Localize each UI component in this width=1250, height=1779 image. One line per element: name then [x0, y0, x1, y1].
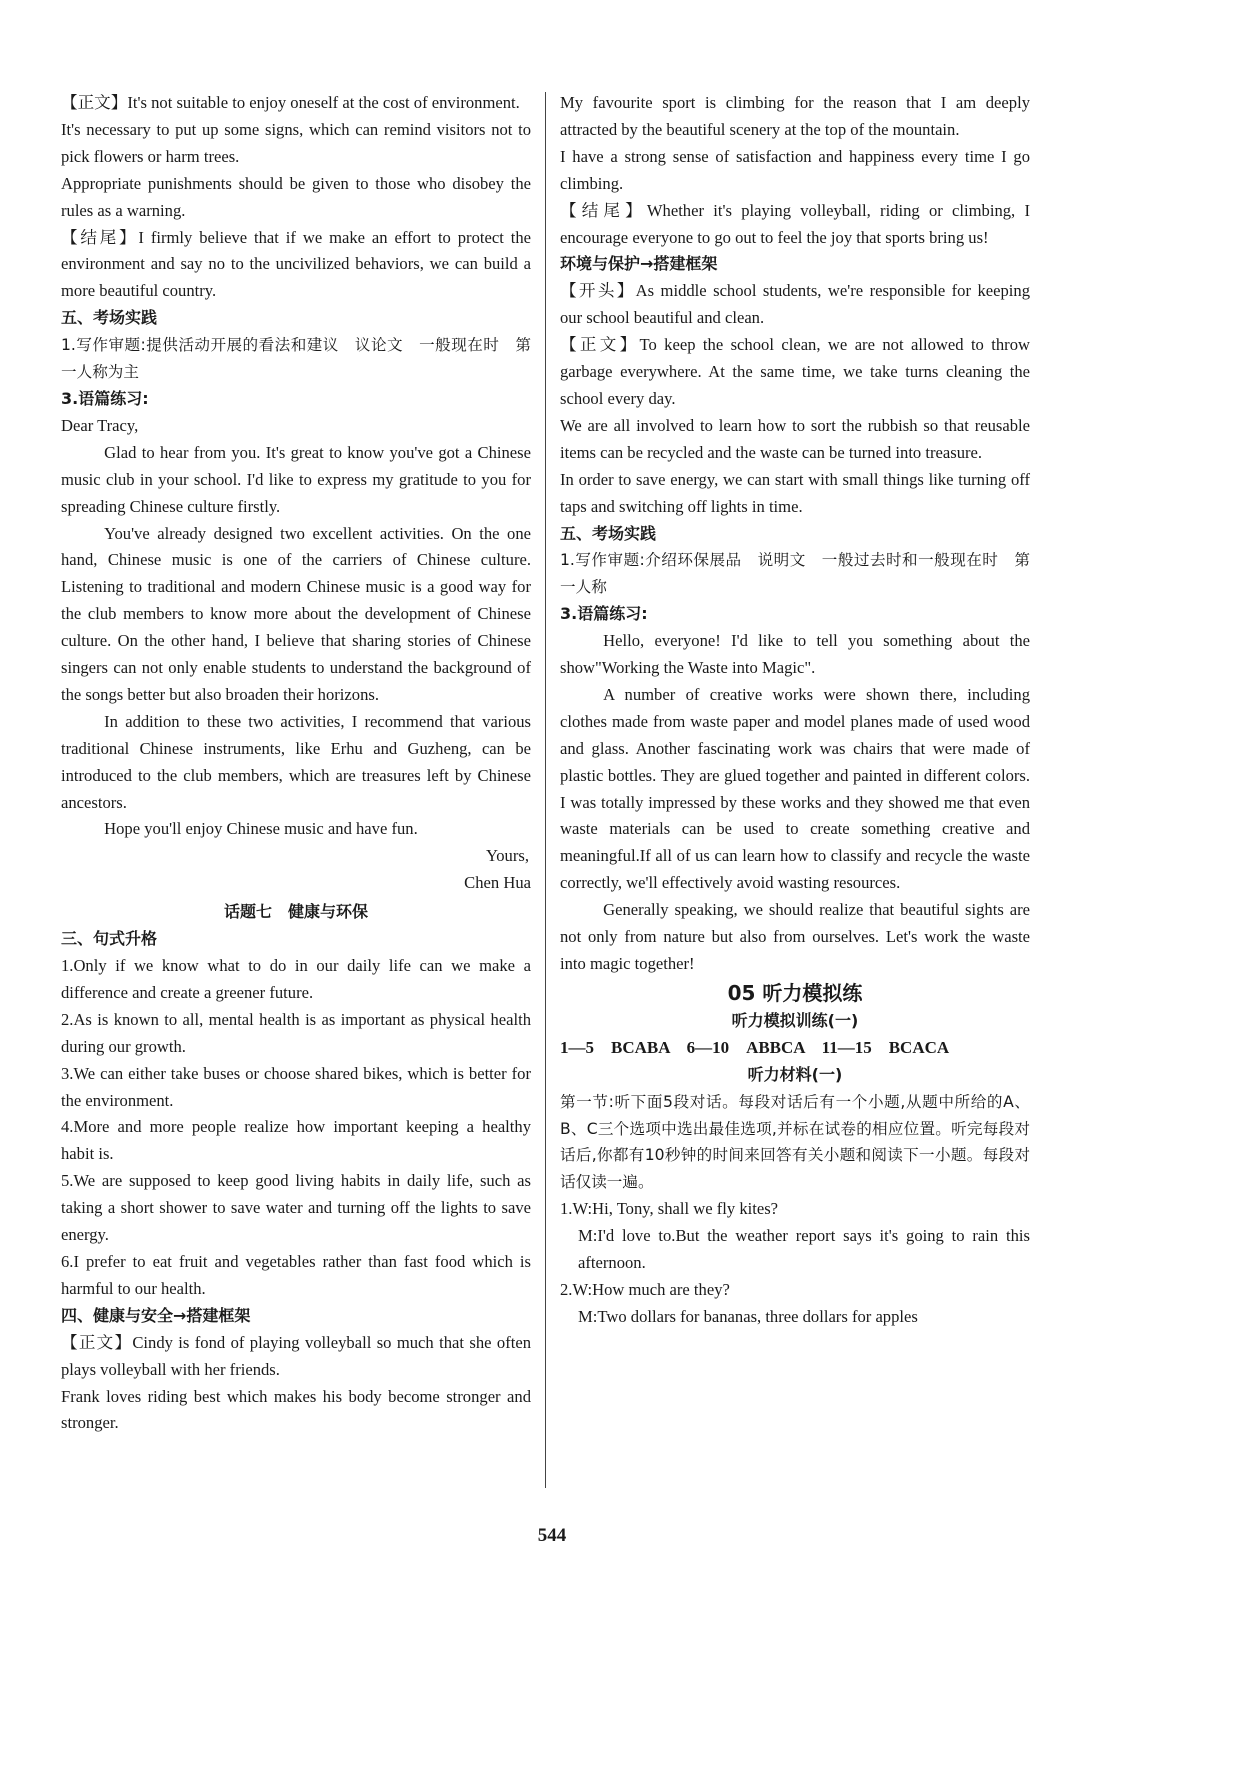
speech-paragraph: Generally speaking, we should realize that beautiful sights are not only from nature but also from ourselves. Let's work the waste into magic together!	[560, 900, 1030, 973]
letter-paragraph: You've already designed two excellent activities. On the one hand, Chinese music is one of the carriers of Chinese culture. Listening to traditional and modern Chinese music is a good way for the club members to know more about the development of Chinese culture. On the other hand, I believe that sharing stories of Chinese singers can not only enable students to understand the background of the songs better but also broaden their horizons.	[61, 523, 531, 704]
practice-heading: 3.语篇练习:	[560, 604, 648, 624]
practice-heading: 3.语篇练习:	[61, 388, 149, 408]
body-text: In order to save energy, we can start with small things like turning off taps and switching off lights in time.	[560, 469, 1030, 516]
letter-closing: Yours,	[485, 846, 529, 866]
body-text: 【结尾】I firmly believe that if we make an effort to protect the environment and say no to the uncivilized behaviors, we can build a more beautiful country.	[61, 227, 531, 301]
body-text: 【开头】As middle school students, we're responsible for keeping our school beautiful and clean.	[560, 281, 1030, 328]
sentence-item: 5.We are supposed to keep good living habits in daily life, such as taking a short shower to save water and turning off the lights to save energy.	[61, 1171, 531, 1245]
body-text: We are all involved to learn how to sort the rubbish so that reusable items can be recycled and the waste can be turned into treasure.	[560, 415, 1030, 462]
dialogue-line: 1.W:Hi, Tony, shall we fly kites?	[560, 1199, 779, 1219]
body-text: 【结尾】Whether it's playing volleyball, riding or climbing, I encourage everyone to go out to feel the joy that sports bring us!	[560, 200, 1030, 247]
letter-paragraph: Hope you'll enjoy Chinese music and have fun.	[104, 819, 418, 839]
left-column	[61, 90, 531, 1437]
letter-salutation: Dear Tracy,	[61, 415, 139, 435]
writing-analysis: 1.写作审题:介绍环保展品 说明文 一般过去时和一般现在时 第一人称	[560, 551, 1030, 597]
page-number: 544	[537, 1525, 567, 1546]
section-heading: 三、句式升格	[61, 929, 158, 949]
section-heading: 五、考场实践	[560, 523, 657, 543]
sentence-item: 6.I prefer to eat fruit and vegetables rather than fast food which is harmful to our health.	[61, 1251, 531, 1298]
listening-instructions: 第一节:听下面5段对话。每段对话后有一个小题,从题中所给的A、B、C三个选项中选出最佳选项,并标在试卷的相应位置。听完每段对话后,你都有10秒钟的时间来回答有关小题和阅读下一小题。每段对话仅读一遍。	[560, 1092, 1030, 1192]
body-text: My favourite sport is climbing for the reason that I am deeply attracted by the beautiful scenery at the top of the mountain.	[560, 93, 1030, 139]
dialogue-line: 2.W:How much are they?	[560, 1279, 730, 1299]
sentence-item: 3.We can either take buses or choose shared bikes, which is better for the environment.	[61, 1063, 531, 1110]
speech-paragraph: A number of creative works were shown there, including clothes made from waste paper and model planes made of used wood and glass. Another fascinating work was chairs that were made of plastic bottles. They are glued together and painted in different colors. I was totally impressed by these works and they showed me that even waste materials can be used to create something creative and meaningful.If all of us can learn how to classify and recycle the waste correctly, we'll effectively avoid wasting resources.	[560, 684, 1030, 893]
listening-material-title: 听力材料(一)	[747, 1064, 843, 1084]
writing-analysis: 1.写作审题:提供活动开展的看法和建议 议论文 一般现在时 第一人称为主	[61, 336, 531, 382]
body-text: It's necessary to put up some signs, which can remind visitors not to pick flowers or harm trees.	[61, 119, 531, 166]
section-heading: 环境与保护→搭建框架	[560, 254, 718, 274]
body-text: Appropriate punishments should be given to those who disobey the rules as a warning.	[61, 173, 531, 220]
dialogue-line: M:I'd love to.But the weather report says it's going to rain this afternoon.	[578, 1226, 1030, 1273]
letter-paragraph: Glad to hear from you. It's great to know you've got a Chinese music club in your school. I'd like to express my gratitude to you for spreading Chinese culture firstly.	[61, 442, 531, 516]
body-text: 【正文】It's not suitable to enjoy oneself at the cost of environment.	[61, 93, 520, 112]
section-heading: 四、健康与安全→搭建框架	[61, 1305, 251, 1325]
listening-practice-title: 听力模拟训练(一)	[731, 1010, 859, 1030]
chapter-title: 05 听力模拟练	[727, 980, 863, 1005]
sentence-item: 2.As is known to all, mental health is as important as physical health during our growth.	[61, 1009, 531, 1056]
letter-signature: Chen Hua	[464, 873, 531, 893]
speech-paragraph: Hello, everyone! I'd like to tell you something about the show"Working the Waste into Magic".	[560, 631, 1030, 678]
dialogue-line: M:Two dollars for bananas, three dollars for apples	[578, 1306, 918, 1326]
letter-paragraph: In addition to these two activities, I recommend that various traditional Chinese instruments, like Erhu and Guzheng, can be introduced to the club members, which are treasures left by Chinese ancestors.	[61, 711, 531, 812]
sentence-item: 4.More and more people realize how important keeping a healthy habit is.	[61, 1117, 531, 1164]
body-text: I have a strong sense of satisfaction and happiness every time I go climbing.	[560, 146, 1030, 193]
topic-title: 话题七 健康与环保	[223, 902, 368, 922]
answer-key: 1—5 BCABA 6—10 ABBCA 11—15 BCACA	[560, 1037, 950, 1057]
right-column	[560, 90, 1030, 1331]
body-text: Frank loves riding best which makes his body become stronger and stronger.	[61, 1386, 531, 1433]
body-text: 【正文】Cindy is fond of playing volleyball so much that she often plays volleyball with her friends.	[61, 1332, 531, 1379]
sentence-item: 1.Only if we know what to do in our daily life can we make a difference and create a greener future.	[61, 956, 531, 1002]
body-text: 【正文】To keep the school clean, we are not allowed to throw garbage everywhere. At the same time, we take turns cleaning the school every day.	[560, 335, 1030, 408]
section-heading: 五、考场实践	[61, 308, 158, 328]
column-divider	[545, 92, 546, 1488]
